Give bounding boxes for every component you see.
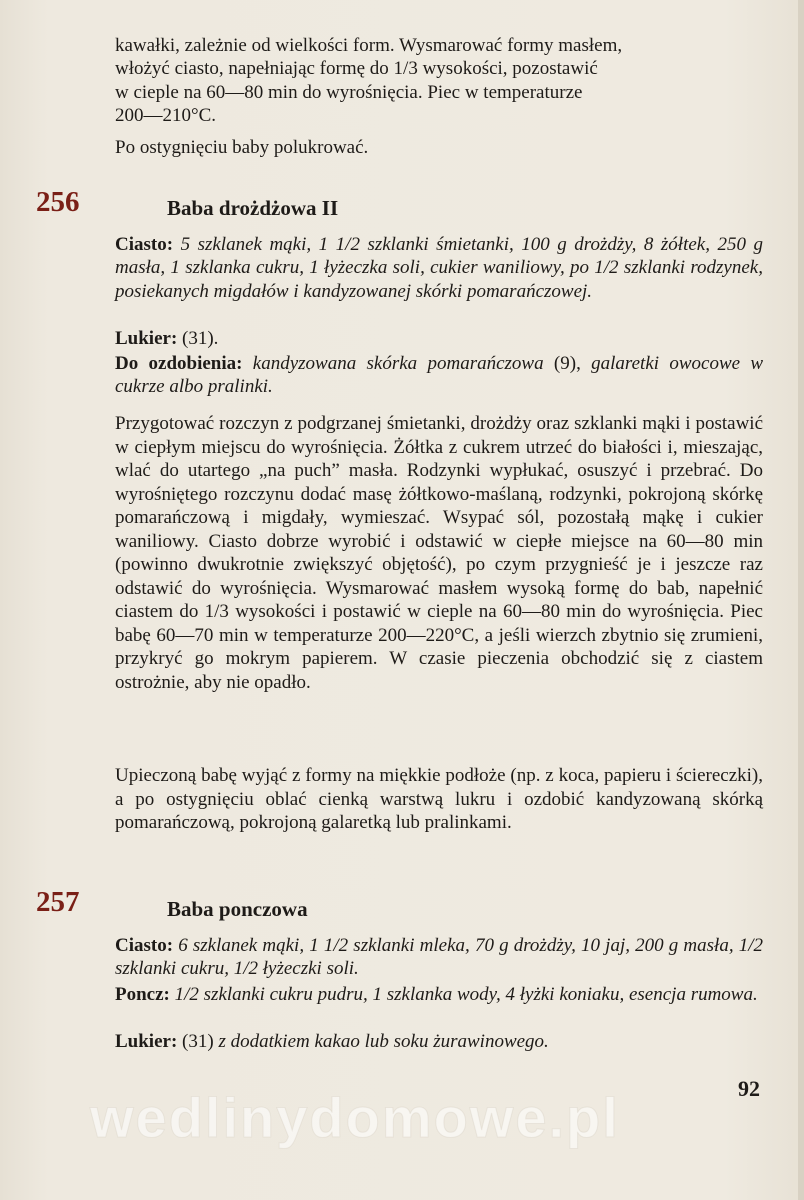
recipe-title: Baba ponczowa — [167, 897, 308, 921]
intro-line: włożyć ciasto, napełniając formę do 1/3 wysokości, pozostawić — [115, 58, 598, 80]
recipe-number: 256 — [36, 186, 80, 218]
watermark: wedlinydomowe.pl — [90, 1086, 620, 1149]
lukier-label: Lukier: — [115, 328, 178, 349]
method-paragraph: Upieczoną babę wyjąć z formy na miękkie podłoże (np. z koca, papieru i ściereczki), a po ostygnięciu oblać cienką warstwą lukru i ozdobić kandyzowaną skórką pomarańczową, pokrojoną galaretką lub pralinkami. — [115, 765, 763, 833]
ingredients-ciasto — [115, 934, 763, 981]
ingredients-label: Ciasto: — [115, 935, 174, 956]
ingredients-list: 5 szklanek mąki, 1 1/2 szklanki śmietanki, 100 g drożdży, 8 żółtek, 250 g masła, 1 szklanka cukru, 1 łyżeczka soli, cukier waniliowy, po 1/2 szklanki rodzynek, posiekanych migdałów i kandyzowanej skórki pomarańczowej. — [115, 234, 763, 302]
page-number: 92 — [738, 1076, 760, 1101]
intro-line: 200—210°C. — [115, 105, 217, 127]
ingredients-ciasto — [115, 233, 763, 303]
ingredients-label: Ciasto: — [115, 234, 174, 255]
lukier-ref: (31). — [182, 328, 219, 349]
method-paragraph: Przygotować rozczyn z podgrzanej śmietanki, drożdży oraz szklanki mąki i postawić w ciepłym miejscu do wyrośnięcia. Żółtka z cukrem utrzeć do białości i, mieszając, wlać do utartego „na puch” masła. Rodzynki wypłukać, osuszyć i przebrać. Do wyrośniętego rozczynu dodać masę żółtkowo-maślaną, rodzynki, pokrojoną skórkę pomarańczową i migdały, wymieszać. Wsypać sól, pozostałą mąkę i cukier waniliowy. Ciasto dobrze wyrobić i odstawić w ciepłe miejsce na 60—80 min (powinno dwukrotnie zwiększyć objętość), po czym przygnieść je i jeszcze raz odstawić do wyrośnięcia. Wysmarować masłem wysoką formę do bab, napełnić ciastem do 1/3 wysokości i postawić w cieple na 60—80 min do wyrośnięcia. Piec babę 60—70 min w temperaturze 200—220°C, a jeśli wierzch zbytnio się zrumieni, przykryć go mokrym papierem. W czasie pieczenia obchodzić się z ciastem ostrożnie, aby nie opadło. — [115, 413, 763, 693]
recipe-number: 257 — [36, 886, 80, 918]
ozdoba-label: Do ozdobienia: — [115, 353, 243, 374]
ingredients-lukier — [115, 1030, 763, 1053]
ingredients-poncz — [115, 983, 763, 1006]
intro-line: kawałki, zależnie od wielkości form. Wysmarować formy masłem, — [115, 35, 623, 56]
intro-text — [115, 34, 763, 159]
lukier-ref: (31) — [182, 1031, 214, 1052]
lukier-text: z dodatkiem kakao lub soku żurawinowego. — [218, 1031, 549, 1052]
poncz-text: 1/2 szklanki cukru pudru, 1 szklanka wody, 4 łyżki koniaku, esencja rumowa. — [174, 984, 758, 1005]
ingredients-ozdoba — [115, 352, 763, 399]
ozdoba-ref: (9), — [553, 353, 581, 374]
poncz-label: Poncz: — [115, 984, 170, 1005]
page-edge — [798, 0, 804, 1200]
intro-line: w cieple na 60—80 min do wyrośnięcia. Piec w temperaturze — [115, 81, 583, 103]
recipe-title: Baba drożdżowa II — [167, 196, 339, 220]
lukier-label: Lukier: — [115, 1031, 178, 1052]
ozdoba-text: kandyzowana skórka pomarańczowa — [252, 353, 544, 374]
intro-line: Po ostygnięciu baby polukrować. — [115, 136, 369, 158]
ingredients-lukier — [115, 327, 763, 350]
ingredients-list: 6 szklanek mąki, 1 1/2 szklanki mleka, 70 g drożdży, 10 jaj, 200 g masła, 1/2 szklanki cukru, 1/2 łyżeczki soli. — [115, 935, 764, 980]
ozdoba-text: galaretki owocowe w cukrze albo pralinki. — [115, 353, 764, 398]
